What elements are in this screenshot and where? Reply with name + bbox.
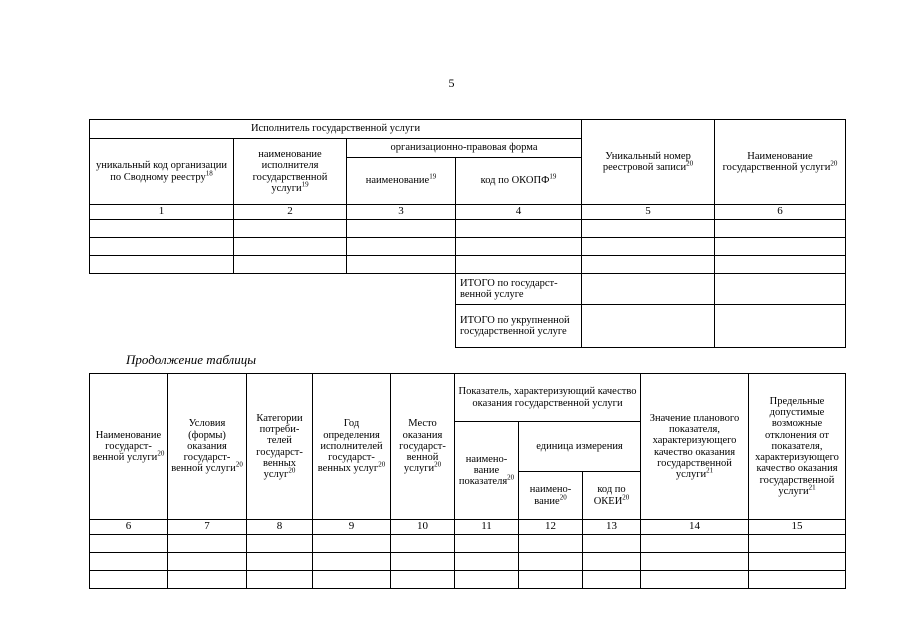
column-number-8: 8 — [247, 520, 313, 535]
table-row — [90, 237, 846, 255]
column-number-1: 1 — [90, 205, 234, 220]
table-cell — [455, 534, 519, 552]
table-cell — [749, 552, 846, 570]
table-cell — [715, 273, 846, 304]
table-cell — [456, 255, 582, 273]
table-cell — [168, 552, 247, 570]
unique-code-header: уникальный код организации по Сводному реестру$^{18}$ — [90, 139, 234, 205]
table-cell — [641, 534, 749, 552]
table-cell — [582, 255, 715, 273]
unit-name-header: наименование$^{20}$ — [519, 472, 583, 520]
table-cell — [641, 552, 749, 570]
table-cell — [234, 219, 347, 237]
column-number-12: 12 — [519, 520, 583, 535]
service-name-header: Наименование государственной услуги$^{20}$ — [715, 120, 846, 205]
column-number-9: 9 — [313, 520, 391, 535]
column-number-11: 11 — [455, 520, 519, 535]
table-cell — [347, 255, 456, 273]
table-cell — [583, 570, 641, 588]
table-cell — [313, 534, 391, 552]
table-cell — [456, 237, 582, 255]
table-cell — [90, 534, 168, 552]
consumer-categories-header: Категории потребителей государственных услуг$^{20}$ — [247, 374, 313, 520]
opf-name-header: наименование$^{19}$ — [347, 158, 456, 205]
table-cell — [583, 534, 641, 552]
okopf-code-header: код по ОКОПФ$^{19}$ — [456, 158, 582, 205]
table-cell — [347, 219, 456, 237]
table-cell — [715, 255, 846, 273]
table-cell — [347, 237, 456, 255]
column-number-6: 6 — [715, 205, 846, 220]
quality-group-header: Показатель, характеризующий качество оказания государственной услуги — [455, 374, 641, 422]
column-number-15: 15 — [749, 520, 846, 535]
column-number-2: 2 — [234, 205, 347, 220]
table-cell — [641, 570, 749, 588]
table-cell — [749, 534, 846, 552]
table-cell — [455, 552, 519, 570]
table-cell — [234, 237, 347, 255]
executor-name-header: наименование исполнителя государственной услуги$^{19}$ — [234, 139, 347, 205]
table-cell — [582, 273, 715, 304]
table-row — [90, 552, 846, 570]
table-row — [90, 219, 846, 237]
executor-year-header: Год определения исполнителей государственных услуг$^{20}$ — [313, 374, 391, 520]
table-cell — [715, 237, 846, 255]
table-cell — [582, 237, 715, 255]
table-cell — [168, 570, 247, 588]
total-by-enlarged-label: ИТОГО по укрупненной государственной услуге — [456, 304, 582, 347]
table-row — [90, 534, 846, 552]
place-header: Место оказания государственной услуги$^{20}$ — [391, 374, 455, 520]
table-cell — [715, 304, 846, 347]
opf-group-header: организационно-правовая форма — [347, 139, 582, 158]
table-cell — [749, 570, 846, 588]
table-cell — [391, 570, 455, 588]
column-number-10: 10 — [391, 520, 455, 535]
executor-table — [89, 119, 846, 348]
table-cell — [456, 219, 582, 237]
table-cell — [90, 237, 234, 255]
column-number-5: 5 — [582, 205, 715, 220]
table-cell — [455, 570, 519, 588]
total-by-service-label: ИТОГО по государственной услуге — [456, 273, 582, 304]
unit-group-header: единица измерения — [519, 422, 641, 472]
okei-code-header: код по ОКЕИ$^{20}$ — [583, 472, 641, 520]
table-cell — [247, 552, 313, 570]
executor-group-header: Исполнитель государственной услуги — [90, 120, 582, 139]
conditions-header: Условия (формы) оказания государственной услуги$^{20}$ — [168, 374, 247, 520]
continuation-label: Продолжение таблицы — [126, 352, 257, 367]
table-cell — [90, 552, 168, 570]
service-name-header: Наименование государственной услуги$^{20}$ — [90, 374, 168, 520]
table-cell — [519, 552, 583, 570]
total-row — [90, 304, 846, 347]
deviations-header: Предельные допустимые возможные отклонения от показателя, характеризующего качество оказания государственной услуги$^{21}$ — [749, 374, 846, 520]
quality-table — [89, 373, 846, 589]
column-number-4: 4 — [456, 205, 582, 220]
table-cell — [391, 552, 455, 570]
table-row — [90, 570, 846, 588]
table-cell — [90, 219, 234, 237]
table-cell — [247, 570, 313, 588]
indicator-name-header: наименование показателя$^{20}$ — [455, 422, 519, 520]
table-cell — [168, 534, 247, 552]
table-cell — [582, 304, 715, 347]
table-cell — [583, 552, 641, 570]
table-cell — [715, 219, 846, 237]
column-number-6: 6 — [90, 520, 168, 535]
total-row — [90, 273, 846, 304]
table-cell — [313, 552, 391, 570]
table-cell — [391, 534, 455, 552]
column-number-3: 3 — [347, 205, 456, 220]
page-number: 5 — [448, 76, 455, 90]
table-cell — [313, 570, 391, 588]
table-cell — [519, 570, 583, 588]
table-cell — [234, 255, 347, 273]
table-cell — [90, 570, 168, 588]
planned-value-header: Значение планового показателя, характеризующего качество оказания государственной услуги$^{21}$ — [641, 374, 749, 520]
table-row — [90, 255, 846, 273]
column-number-13: 13 — [583, 520, 641, 535]
table-cell — [519, 534, 583, 552]
registry-number-header: Уникальный номер реестровой записи$^{20}$ — [582, 120, 715, 205]
table-cell — [90, 255, 234, 273]
table-cell — [247, 534, 313, 552]
column-number-14: 14 — [641, 520, 749, 535]
table-cell — [582, 219, 715, 237]
column-number-7: 7 — [168, 520, 247, 535]
